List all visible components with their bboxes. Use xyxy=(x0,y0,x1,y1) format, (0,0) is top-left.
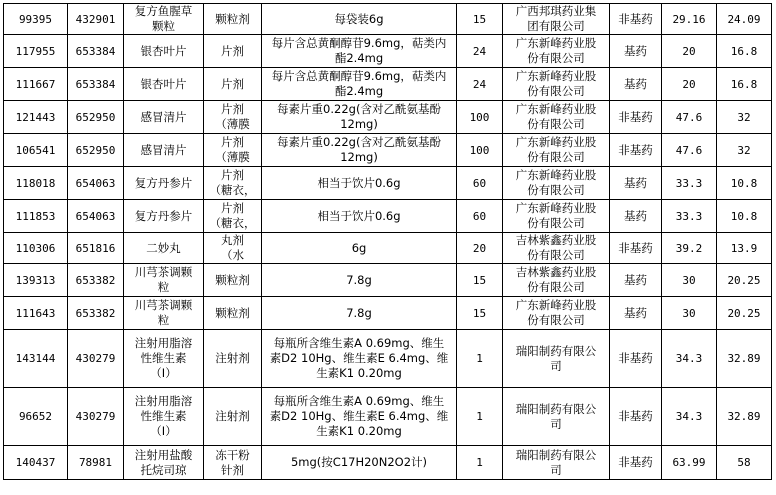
cell-price-2: 32.89 xyxy=(717,330,772,388)
cell-manufacturer xyxy=(503,101,610,134)
cell-code: 432901 xyxy=(68,4,124,35)
cell-spec-line: 12mg) xyxy=(340,117,378,131)
cell-manufacturer xyxy=(503,68,610,101)
cell-qty: 15 xyxy=(457,4,503,35)
cell-name-line: 二妙丸 xyxy=(146,240,181,255)
cell-id: 117955 xyxy=(4,35,68,68)
cell-id: 111853 xyxy=(4,200,68,233)
cell-price-2: 16.8 xyxy=(717,35,772,68)
cell-spec xyxy=(262,297,457,330)
cell-type: 基药 xyxy=(610,297,662,330)
table-row xyxy=(4,446,772,480)
cell-qty: 100 xyxy=(457,134,503,167)
cell-manufacturer-line: 广东新峰药业股 xyxy=(515,102,597,116)
cell-name xyxy=(124,233,204,264)
cell-price-1: 20 xyxy=(662,35,717,68)
cell-spec-line: 酯2.4mg xyxy=(334,51,384,65)
table-row xyxy=(4,200,772,233)
table-row xyxy=(4,134,772,167)
cell-spec-line: 素D2 10Hg、维生素E 6.4mg、维 xyxy=(269,409,449,423)
cell-form xyxy=(204,134,262,167)
cell-spec xyxy=(262,101,457,134)
cell-spec-line: 每瓶所含维生素A 0.69mg、维生 xyxy=(273,394,445,408)
cell-price-2: 32.89 xyxy=(717,388,772,446)
cell-manufacturer xyxy=(503,264,610,297)
cell-form xyxy=(204,446,262,480)
cell-name-line: 粒 xyxy=(157,313,170,327)
cell-spec-line: 素D2 10Hg、维生素E 6.4mg、维 xyxy=(269,351,449,365)
cell-form xyxy=(204,167,262,200)
cell-qty: 100 xyxy=(457,101,503,134)
table-row xyxy=(4,297,772,330)
table-row xyxy=(4,68,772,101)
cell-price-1: 20 xyxy=(662,68,717,101)
cell-manufacturer-line: 团有限公司 xyxy=(527,19,585,33)
cell-name xyxy=(124,297,204,330)
cell-spec-line: 每素片重0.22g(含对乙酰氨基酚 xyxy=(277,135,441,149)
cell-code: 78981 xyxy=(68,446,124,480)
cell-manufacturer-line: 瑞阳制药有限公 xyxy=(515,343,597,358)
cell-qty: 60 xyxy=(457,167,503,200)
cell-manufacturer-line: 份有限公司 xyxy=(527,313,585,327)
cell-price-2: 58 xyxy=(717,446,772,480)
cell-manufacturer xyxy=(503,134,610,167)
cell-manufacturer xyxy=(503,297,610,330)
cell-code: 651816 xyxy=(68,233,124,264)
cell-spec-line: 相当于饮片0.6g xyxy=(317,208,401,223)
cell-price-2: 32 xyxy=(717,101,772,134)
cell-manufacturer xyxy=(503,330,610,388)
cell-spec-line: 生素K1 0.20mg xyxy=(316,366,402,380)
cell-form xyxy=(204,233,262,264)
cell-name-line: 川芎茶调颗 xyxy=(134,265,193,279)
cell-price-2: 10.8 xyxy=(717,167,772,200)
table-row xyxy=(4,330,772,388)
cell-spec xyxy=(262,264,457,297)
cell-form-line: 片剂 xyxy=(221,168,244,182)
cell-price-1: 47.6 xyxy=(662,101,717,134)
cell-name-line: 注射用脂溶 xyxy=(134,336,193,350)
cell-form-line: 注射剂 xyxy=(215,409,250,423)
cell-spec xyxy=(262,167,457,200)
cell-form-line: 丸剂 xyxy=(221,233,244,247)
cell-name-line: 颗粒 xyxy=(152,19,175,33)
cell-name-line: （Ⅰ） xyxy=(150,366,177,380)
cell-form-line: 片剂 xyxy=(221,201,244,215)
cell-spec xyxy=(262,388,457,446)
cell-manufacturer-line: 份有限公司 xyxy=(527,280,585,294)
cell-price-1: 39.2 xyxy=(662,233,717,264)
cell-manufacturer-line: 广东新峰药业股 xyxy=(515,298,597,312)
cell-price-1: 63.99 xyxy=(662,446,717,480)
cell-manufacturer-line: 份有限公司 xyxy=(527,51,585,65)
cell-manufacturer-line: 瑞阳制药有限公 xyxy=(515,401,597,416)
cell-id: 99395 xyxy=(4,4,68,35)
cell-type: 基药 xyxy=(610,264,662,297)
cell-spec-line: 每片含总黄酮醇苷9.6mg，萜类内 xyxy=(271,69,447,83)
cell-spec-line: 相当于饮片0.6g xyxy=(317,175,401,190)
cell-spec xyxy=(262,330,457,388)
cell-price-2: 24.09 xyxy=(717,4,772,35)
cell-spec-line: 12mg) xyxy=(340,150,378,164)
cell-id: 118018 xyxy=(4,167,68,200)
cell-name xyxy=(124,4,204,35)
cell-spec-line: 每素片重0.22g(含对乙酰氨基酚 xyxy=(277,102,441,116)
cell-form-line: 片剂 xyxy=(221,135,244,149)
cell-manufacturer-line: 广东新峰药业股 xyxy=(515,135,597,149)
cell-form-line: 颗粒剂 xyxy=(215,272,250,287)
table-row xyxy=(4,264,772,297)
cell-code: 653384 xyxy=(68,35,124,68)
cell-form xyxy=(204,264,262,297)
cell-name-line: 复方鱼腥草 xyxy=(134,4,193,18)
cell-name xyxy=(124,35,204,68)
cell-manufacturer-line: 吉林紫鑫药业股 xyxy=(515,233,597,247)
cell-name-line: 银杏叶片 xyxy=(140,76,187,91)
cell-manufacturer-line: 份有限公司 xyxy=(527,183,585,197)
cell-type: 非基药 xyxy=(610,4,662,35)
cell-id: 110306 xyxy=(4,233,68,264)
cell-price-1: 34.3 xyxy=(662,330,717,388)
cell-manufacturer-line: 份有限公司 xyxy=(527,84,585,98)
cell-manufacturer-line: 司 xyxy=(550,462,562,477)
cell-manufacturer-line: 份有限公司 xyxy=(527,216,585,230)
cell-id: 96652 xyxy=(4,388,68,446)
cell-type: 非基药 xyxy=(610,134,662,167)
cell-id: 143144 xyxy=(4,330,68,388)
cell-name-line: 银杏叶片 xyxy=(140,43,187,58)
cell-spec xyxy=(262,134,457,167)
cell-manufacturer-line: 广东新峰药业股 xyxy=(515,69,597,83)
cell-code: 653382 xyxy=(68,297,124,330)
cell-code: 652950 xyxy=(68,134,124,167)
cell-manufacturer xyxy=(503,233,610,264)
cell-form xyxy=(204,68,262,101)
table-row xyxy=(4,233,772,264)
cell-id: 111643 xyxy=(4,297,68,330)
cell-price-2: 20.25 xyxy=(717,297,772,330)
cell-code: 654063 xyxy=(68,167,124,200)
cell-qty: 20 xyxy=(457,233,503,264)
drug-price-table xyxy=(3,3,772,480)
cell-spec xyxy=(262,68,457,101)
cell-qty: 24 xyxy=(457,68,503,101)
cell-form-line: （薄膜 xyxy=(215,150,250,164)
cell-code: 652950 xyxy=(68,101,124,134)
cell-code: 430279 xyxy=(68,330,124,388)
cell-id: 106541 xyxy=(4,134,68,167)
cell-qty: 15 xyxy=(457,297,503,330)
cell-qty: 1 xyxy=(457,446,503,480)
cell-spec-line: 酯2.4mg xyxy=(334,84,384,98)
cell-name xyxy=(124,330,204,388)
cell-form-line: （糖衣， xyxy=(209,216,256,230)
cell-name-line: 性维生素 xyxy=(140,409,187,423)
cell-type: 非基药 xyxy=(610,388,662,446)
cell-manufacturer-line: 吉林紫鑫药业股 xyxy=(515,265,597,279)
cell-name xyxy=(124,264,204,297)
cell-price-2: 20.25 xyxy=(717,264,772,297)
cell-name-line: 复方丹参片 xyxy=(134,208,193,223)
cell-name xyxy=(124,101,204,134)
cell-type: 基药 xyxy=(610,167,662,200)
cell-name-line: 复方丹参片 xyxy=(134,175,193,190)
cell-spec xyxy=(262,233,457,264)
cell-form-line: 颗粒剂 xyxy=(215,11,250,26)
cell-form-line: 片剂 xyxy=(221,102,244,116)
cell-manufacturer-line: 司 xyxy=(550,358,562,373)
cell-price-1: 30 xyxy=(662,297,717,330)
cell-name-line: 川芎茶调颗 xyxy=(134,298,193,312)
cell-price-2: 13.9 xyxy=(717,233,772,264)
cell-name xyxy=(124,200,204,233)
cell-spec-line: 7.8g xyxy=(346,272,372,287)
cell-spec xyxy=(262,4,457,35)
cell-manufacturer xyxy=(503,446,610,480)
cell-price-1: 29.16 xyxy=(662,4,717,35)
cell-name-line: 粒 xyxy=(157,280,170,294)
cell-id: 139313 xyxy=(4,264,68,297)
cell-manufacturer-line: 广东新峰药业股 xyxy=(515,36,597,50)
cell-type: 基药 xyxy=(610,200,662,233)
table-row xyxy=(4,101,772,134)
cell-form xyxy=(204,388,262,446)
cell-price-1: 30 xyxy=(662,264,717,297)
cell-spec-line: 5mg(按C17H20N2O2计) xyxy=(290,455,428,469)
cell-form-line: 颗粒剂 xyxy=(215,305,250,320)
cell-form xyxy=(204,330,262,388)
cell-form-line: （薄膜 xyxy=(215,117,250,131)
cell-type: 非基药 xyxy=(610,330,662,388)
cell-price-1: 34.3 xyxy=(662,388,717,446)
cell-manufacturer-line: 司 xyxy=(550,416,562,431)
cell-code: 654063 xyxy=(68,200,124,233)
cell-name xyxy=(124,446,204,480)
cell-type: 基药 xyxy=(610,68,662,101)
cell-type: 非基药 xyxy=(610,101,662,134)
cell-form xyxy=(204,200,262,233)
cell-form-line: 注射剂 xyxy=(215,351,250,365)
cell-form-line: 针剂 xyxy=(221,462,244,477)
cell-type: 基药 xyxy=(610,35,662,68)
cell-form-line: 片剂 xyxy=(221,76,244,91)
cell-form xyxy=(204,101,262,134)
cell-spec-line: 6g xyxy=(351,240,367,255)
table-row xyxy=(4,388,772,446)
table-row xyxy=(4,4,772,35)
cell-spec-line: 每片含总黄酮醇苷9.6mg，萜类内 xyxy=(271,36,447,50)
cell-qty: 24 xyxy=(457,35,503,68)
cell-price-1: 33.3 xyxy=(662,167,717,200)
cell-form-line: 冻干粉 xyxy=(215,447,250,462)
cell-spec-line: 7.8g xyxy=(346,305,372,320)
cell-form-line: （水 xyxy=(221,248,244,262)
table-body xyxy=(4,4,772,480)
cell-id: 121443 xyxy=(4,101,68,134)
cell-manufacturer-line: 份有限公司 xyxy=(527,150,585,164)
cell-manufacturer-line: 份有限公司 xyxy=(527,248,585,262)
cell-form-line: 片剂 xyxy=(221,43,244,58)
cell-manufacturer-line: 广东新峰药业股 xyxy=(515,201,597,215)
cell-id: 140437 xyxy=(4,446,68,480)
cell-manufacturer xyxy=(503,388,610,446)
cell-form xyxy=(204,297,262,330)
cell-manufacturer-line: 广西邦琪药业集 xyxy=(515,4,597,18)
cell-name xyxy=(124,388,204,446)
cell-price-2: 32 xyxy=(717,134,772,167)
cell-name xyxy=(124,68,204,101)
cell-form xyxy=(204,35,262,68)
cell-form-line: （糖衣， xyxy=(209,183,256,197)
cell-price-1: 47.6 xyxy=(662,134,717,167)
cell-qty: 1 xyxy=(457,388,503,446)
cell-spec xyxy=(262,446,457,480)
cell-code: 653382 xyxy=(68,264,124,297)
cell-spec xyxy=(262,35,457,68)
cell-type: 非基药 xyxy=(610,233,662,264)
cell-qty: 1 xyxy=(457,330,503,388)
cell-manufacturer xyxy=(503,35,610,68)
cell-code: 653384 xyxy=(68,68,124,101)
cell-price-2: 16.8 xyxy=(717,68,772,101)
cell-spec-line: 每袋装6g xyxy=(334,11,384,26)
cell-qty: 60 xyxy=(457,200,503,233)
cell-manufacturer-line: 广东新峰药业股 xyxy=(515,168,597,182)
table-row xyxy=(4,167,772,200)
cell-spec-line: 生素K1 0.20mg xyxy=(316,424,402,438)
cell-manufacturer-line: 瑞阳制药有限公 xyxy=(515,447,597,462)
cell-manufacturer xyxy=(503,167,610,200)
table-row xyxy=(4,35,772,68)
cell-price-2: 10.8 xyxy=(717,200,772,233)
cell-form xyxy=(204,4,262,35)
cell-manufacturer xyxy=(503,200,610,233)
cell-name-line: 托烷司琼 xyxy=(140,462,187,477)
cell-manufacturer-line: 份有限公司 xyxy=(527,117,585,131)
cell-name-line: 感冒清片 xyxy=(140,109,187,124)
cell-name-line: （Ⅰ） xyxy=(150,424,177,438)
cell-qty: 15 xyxy=(457,264,503,297)
cell-name-line: 性维生素 xyxy=(140,351,187,365)
cell-name xyxy=(124,134,204,167)
cell-name xyxy=(124,167,204,200)
cell-name-line: 注射用脂溶 xyxy=(134,394,193,408)
cell-name-line: 感冒清片 xyxy=(140,142,187,157)
cell-id: 111667 xyxy=(4,68,68,101)
cell-manufacturer xyxy=(503,4,610,35)
cell-name-line: 注射用盐酸 xyxy=(134,447,193,462)
cell-price-1: 33.3 xyxy=(662,200,717,233)
cell-spec-line: 每瓶所含维生素A 0.69mg、维生 xyxy=(273,336,445,350)
cell-spec xyxy=(262,200,457,233)
cell-type: 非基药 xyxy=(610,446,662,480)
cell-code: 430279 xyxy=(68,388,124,446)
